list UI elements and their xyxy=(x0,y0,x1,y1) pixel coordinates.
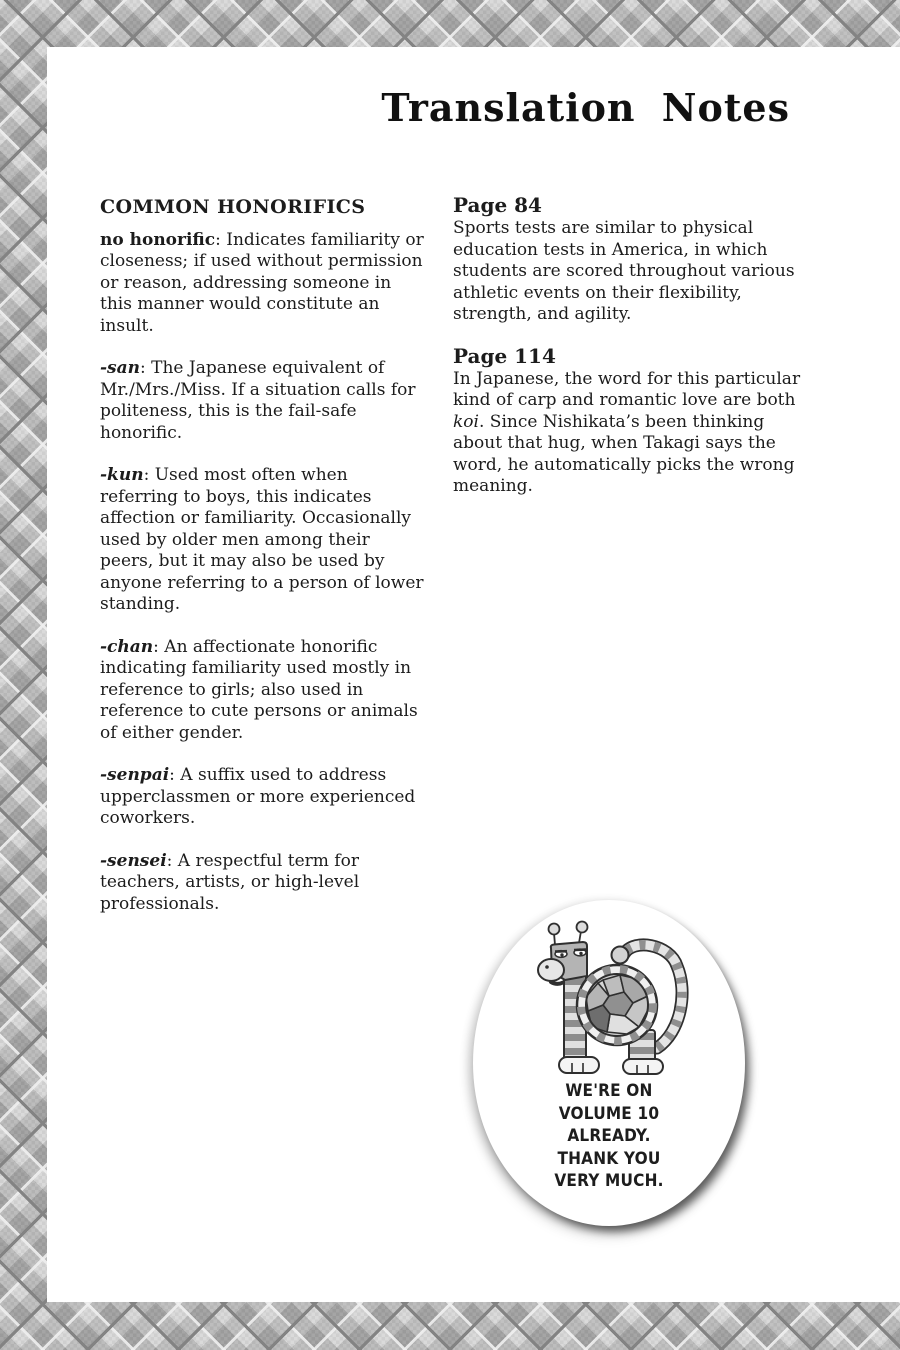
note-heading: Page 114 xyxy=(453,343,556,368)
mascot-head xyxy=(538,922,588,984)
note-heading: Page 84 xyxy=(453,193,542,217)
page-paper xyxy=(47,47,900,1302)
honorifics-section xyxy=(100,197,428,936)
honorific-term: no honorific xyxy=(100,229,216,250)
note-text: Sports tests are similar to physical education tests in America, in which students are scored throughout various athletic events on their flexibility, strength, and agility. xyxy=(453,218,795,324)
honorific-entry xyxy=(100,765,428,830)
caption-line: WE'RE ON xyxy=(565,1081,653,1100)
honorific-definition: : An affectionate honorific indicating familiarity used mostly in reference to girls; also used in reference to cute persons or animals of either gender. xyxy=(100,636,418,743)
honorific-definition: : Used most often when referring to boys, this indicates affection or familiarity. Occasionally used by older men among their peers, but it may also be used by anyone referring to a person of lower standing. xyxy=(100,465,424,614)
mascot-shell xyxy=(577,965,657,1045)
honorific-term: -sensei xyxy=(100,850,167,871)
honorific-definition: : A respectful term for teachers, artists, or high-level professionals. xyxy=(100,850,360,914)
caption-line: THANK YOU xyxy=(557,1148,661,1168)
caption-line: ALREADY. xyxy=(567,1126,651,1145)
mascot-badge xyxy=(473,900,745,1226)
honorific-entry xyxy=(100,851,428,916)
note-text: In Japanese, the word for this particular kind of carp and romantic love are both xyxy=(453,368,801,410)
honorific-term: -senpai xyxy=(100,765,170,785)
page-notes-section xyxy=(453,193,803,516)
caption-line: VOLUME 10 xyxy=(558,1103,660,1123)
honorific-definition: : A suffix used to address upperclassmen or more experienced coworkers. xyxy=(100,765,416,828)
honorifics-heading: COMMON HONORIFICS xyxy=(100,196,366,218)
honorific-entry xyxy=(100,230,428,338)
note-text: . Since Nishikata’s been thinking about that hug, when Takagi says the word, he automatically picks the wrong meaning. xyxy=(453,411,795,496)
note-body xyxy=(453,369,803,498)
honorific-term: -chan xyxy=(100,636,154,657)
honorifics-list xyxy=(100,230,428,916)
honorific-entry xyxy=(100,637,428,745)
page-title: Translation Notes xyxy=(381,85,790,130)
caption-line: VERY MUCH. xyxy=(554,1171,664,1190)
mascot-caption xyxy=(483,1080,736,1193)
giraffe-turtle-mascot-illustration xyxy=(521,902,705,1080)
honorific-term: -kun xyxy=(100,465,144,485)
honorific-entry xyxy=(100,465,428,616)
honorific-term: -san xyxy=(100,358,141,378)
note-body xyxy=(453,218,803,326)
honorific-definition: : The Japanese equivalent of Mr./Mrs./Miss. If a situation calls for politeness, this is the fail-safe honorific. xyxy=(100,358,416,443)
honorific-entry xyxy=(100,358,428,444)
honorific-definition: : Indicates familiarity or closeness; if used without permission or reason, addressing someone in this manner would constitute an insult. xyxy=(100,229,424,336)
note-italic-word: koi xyxy=(453,411,479,432)
